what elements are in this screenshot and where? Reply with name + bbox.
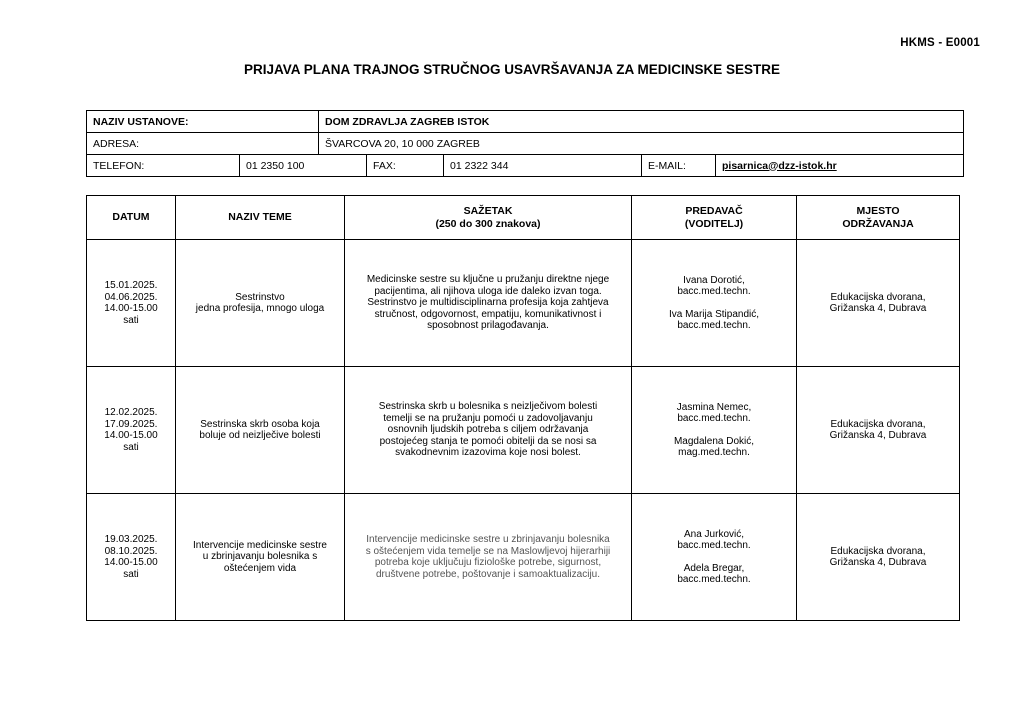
summary-line: osnovnih ljudskih potreba s ciljem održavanja — [387, 424, 589, 436]
header-summary-subtitle: (250 do 300 znakova) — [435, 217, 541, 230]
header-date: DATUM — [87, 196, 176, 240]
summary-line: stručnost, odgovornost, empatiju, komunikativnost i — [374, 308, 602, 320]
header-lecturer — [632, 196, 797, 240]
place-line: Edukacijska dvorana, — [830, 545, 926, 557]
topic-cell — [176, 240, 345, 367]
lecturer-cell — [632, 240, 797, 367]
time-unit: sati — [123, 314, 139, 326]
header-lecturer-title: PREDAVAČ — [685, 204, 743, 217]
summary-cell — [345, 240, 632, 367]
place-line: Grižanska 4, Dubrava — [829, 557, 927, 568]
place-cell — [797, 240, 960, 367]
table-row — [87, 367, 960, 494]
lecturer-title: mag.med.techn. — [678, 447, 750, 458]
topic-cell — [176, 367, 345, 494]
time-line: 14.00-15.00 — [104, 557, 158, 568]
date-cell — [87, 240, 176, 367]
lecturer-title: bacc.med.techn. — [677, 286, 751, 297]
header-place-line1: MJESTO — [856, 204, 900, 217]
phone-label: TELEFON: — [87, 155, 240, 177]
institution-info-table — [86, 110, 964, 177]
date-cell — [87, 494, 176, 621]
date-line: 15.01.2025. — [104, 280, 158, 291]
education-plan-table — [86, 195, 960, 621]
time-line: 14.00-15.00 — [104, 303, 158, 314]
summary-line: s oštećenjem vida temelje se na Maslowljevoj hijerarhiji — [365, 545, 611, 557]
address-label: ADRESA: — [87, 133, 319, 155]
summary-line: svakodnevnim izazovima koje nosi bolest. — [395, 447, 581, 459]
summary-line: sposobnost prilagođavanja. — [427, 320, 549, 332]
institution-name-value: DOM ZDRAVLJA ZAGREB ISTOK — [319, 111, 964, 133]
summary-line: Intervencije medicinske sestre u zbrinjavanju bolesnika — [366, 534, 610, 545]
date-line: 08.10.2025. — [104, 545, 158, 557]
lecturer-title: bacc.med.techn. — [677, 540, 751, 551]
place-line: Edukacijska dvorana, — [830, 418, 926, 430]
address-value: ŠVARCOVA 20, 10 000 ZAGREB — [319, 133, 964, 155]
summary-line: postojećeg stanja te pomoći obitelji da se nosi sa — [379, 435, 597, 447]
topic-line: Sestrinska skrb osoba koja — [200, 418, 320, 430]
topic-line: Sestrinstvo — [235, 291, 285, 303]
summary-line: potreba koje uključuju fiziološke potrebe, sigurnost, — [374, 557, 602, 568]
phone-value: 01 2350 100 — [240, 155, 367, 177]
place-line: Grižanska 4, Dubrava — [829, 430, 927, 441]
time-line: 14.00-15.00 — [104, 430, 158, 441]
topic-cell — [176, 494, 345, 621]
topic-line: Intervencije medicinske sestre — [193, 539, 327, 551]
lecturer-cell — [632, 494, 797, 621]
date-line: 04.06.2025. — [104, 291, 158, 303]
date-line: 17.09.2025. — [104, 418, 158, 430]
header-lecturer-subtitle: (VODITELJ) — [684, 217, 744, 230]
lecturer-name: Ana Jurković, — [683, 528, 745, 540]
lecturer-name: Jasmina Nemec, — [676, 401, 752, 413]
document-code: HKMS - E0001 — [900, 37, 980, 49]
summary-line: pacijentima, ali njihova uloga ide daleko izvan toga. — [374, 285, 602, 297]
topic-line: boluje od neizlječive bolesti — [199, 430, 321, 441]
header-place-line2: ODRŽAVANJA — [842, 217, 914, 230]
email-label: E-MAIL: — [642, 155, 716, 177]
lecturer-title: bacc.med.techn. — [677, 413, 751, 424]
lecturer-title: bacc.med.techn. — [677, 320, 751, 331]
email-link[interactable]: pisarnica@dzz-istok.hr — [716, 155, 964, 177]
header-summary — [345, 196, 632, 240]
lecturer-name: Magdalena Dokić, — [673, 435, 755, 447]
topic-line: oštećenjem vida — [223, 562, 297, 574]
fax-value: 01 2322 344 — [444, 155, 642, 177]
table-row — [87, 494, 960, 621]
fax-label: FAX: — [367, 155, 444, 177]
header-summary-title: SAŽETAK — [463, 204, 513, 217]
header-topic: NAZIV TEME — [176, 196, 345, 240]
summary-line: društvene potrebe, poštovanje i samoaktualizaciju. — [375, 568, 601, 580]
place-cell — [797, 367, 960, 494]
date-cell — [87, 367, 176, 494]
header-place — [797, 196, 960, 240]
lecturer-name: Adela Bregar, — [683, 562, 745, 574]
institution-name-label: NAZIV USTANOVE: — [87, 111, 319, 133]
time-unit: sati — [123, 568, 139, 580]
table-header-row — [87, 196, 960, 240]
table-row — [87, 240, 960, 367]
topic-line: u zbrinjavanju bolesnika s — [202, 551, 318, 563]
summary-cell — [345, 494, 632, 621]
lecturer-title: bacc.med.techn. — [677, 574, 751, 585]
lecturer-name: Iva Marija Stipandić, — [668, 308, 760, 320]
lecturer-cell — [632, 367, 797, 494]
date-line: 12.02.2025. — [104, 407, 158, 418]
place-line: Edukacijska dvorana, — [830, 291, 926, 303]
summary-line: Sestrinska skrb u bolesnika s neizlječivom bolesti — [378, 401, 598, 413]
lecturer-name: Ivana Dorotić, — [683, 274, 745, 286]
time-unit: sati — [123, 441, 139, 453]
document-title: PRIJAVA PLANA TRAJNOG STRUČNOG USAVRŠAVANJA ZA MEDICINSKE SESTRE — [243, 62, 781, 77]
place-cell — [797, 494, 960, 621]
summary-line: Medicinske sestre su ključne u pružanju direktne njege — [366, 274, 610, 286]
summary-line: Sestrinstvo je multidisciplinarna profesija koja zahtjeva — [367, 297, 609, 309]
date-line: 19.03.2025. — [104, 534, 158, 545]
place-line: Grižanska 4, Dubrava — [829, 303, 927, 314]
summary-cell — [345, 367, 632, 494]
summary-line: temelji se na pružanju pomoći u zadovoljavanju — [383, 412, 593, 424]
topic-line: jedna profesija, mnogo uloga — [195, 303, 325, 314]
